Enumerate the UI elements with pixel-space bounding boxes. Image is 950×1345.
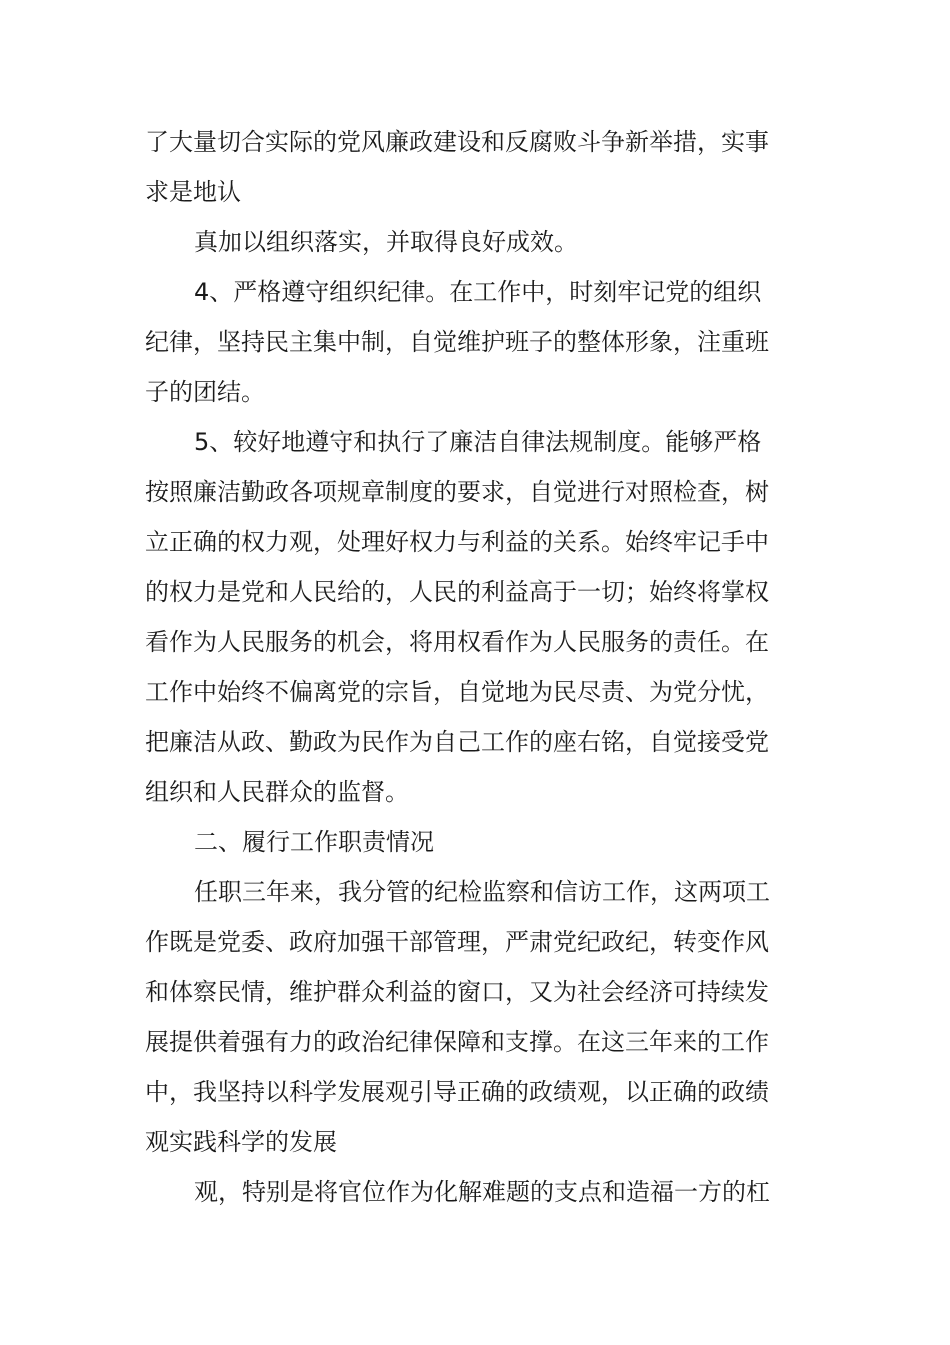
text-line: 和体察民情，维护群众利益的窗口，又为社会经济可持续发 bbox=[145, 978, 769, 1006]
text-line: 观实践科学的发展 bbox=[145, 1128, 337, 1156]
text-line: 作既是党委、政府加强干部管理，严肃党纪政纪，转变作风 bbox=[145, 928, 769, 956]
text-line: 5、较好地遵守和执行了廉洁自律法规制度。能够严格 bbox=[194, 428, 762, 456]
text-line: 观，特别是将官位作为化解难题的支点和造福一方的杠 bbox=[194, 1178, 770, 1206]
text-line: 展提供着强有力的政治纪律保障和支撑。在这三年来的工作 bbox=[145, 1028, 769, 1056]
text-line: 了大量切合实际的党风廉政建设和反腐败斗争新举措，实事 bbox=[145, 128, 769, 156]
text-line: 的权力是党和人民给的，人民的利益高于一切；始终将掌权 bbox=[145, 578, 769, 606]
text-line: 立正确的权力观，处理好权力与利益的关系。始终牢记手中 bbox=[145, 528, 769, 556]
text-line: 纪律，坚持民主集中制，自觉维护班子的整体形象，注重班 bbox=[145, 328, 769, 356]
text-line: 看作为人民服务的机会，将用权看作为人民服务的责任。在 bbox=[145, 628, 769, 656]
text-line: 4、严格遵守组织纪律。在工作中，时刻牢记党的组织 bbox=[194, 278, 762, 306]
text-line: 子的团结。 bbox=[145, 378, 265, 406]
text-line: 工作中始终不偏离党的宗旨，自觉地为民尽责、为党分忧， bbox=[145, 678, 769, 706]
section-heading: 二、履行工作职责情况 bbox=[194, 828, 434, 856]
text-line: 求是地认 bbox=[145, 178, 241, 206]
text-line: 中，我坚持以科学发展观引导正确的政绩观，以正确的政绩 bbox=[145, 1078, 769, 1106]
text-line: 组织和人民群众的监督。 bbox=[145, 778, 409, 806]
text-line: 真加以组织落实，并取得良好成效。 bbox=[194, 228, 578, 256]
text-line: 把廉洁从政、勤政为民作为自己工作的座右铭，自觉接受党 bbox=[145, 728, 769, 756]
text-line: 任职三年来，我分管的纪检监察和信访工作，这两项工 bbox=[194, 878, 770, 906]
text-line: 按照廉洁勤政各项规章制度的要求，自觉进行对照检查，树 bbox=[145, 478, 769, 506]
